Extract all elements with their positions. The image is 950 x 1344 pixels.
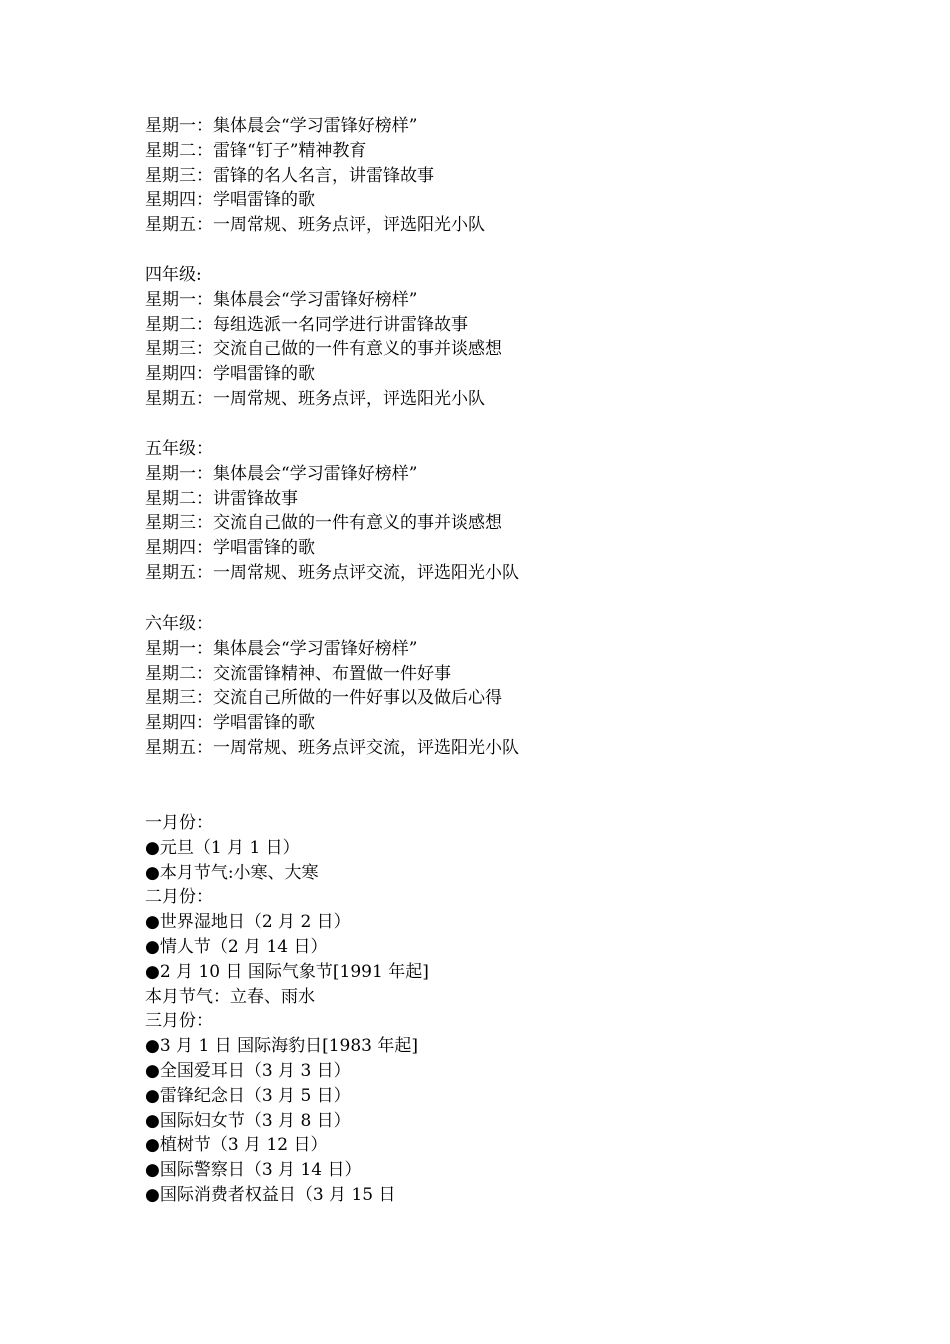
calendar-item: ●2 月 10 日 国际气象节[1991 年起] [145, 961, 429, 982]
calendar-item: ●国际警察日（3 月 14 日） [145, 1160, 362, 1181]
schedule-line-thursday: 星期四：学唱雷锋的歌 [145, 713, 315, 734]
calendar-item: ●植树节（3 月 12 日） [145, 1135, 328, 1156]
calendar-item: ●元旦（1 月 1 日） [145, 837, 300, 858]
calendar-item: ●雷锋纪念日（3 月 5 日） [145, 1085, 351, 1106]
schedule-line-friday: 星期五：一周常规、班务点评交流，评选阳光小队 [145, 737, 519, 758]
schedule-line-wednesday: 星期三：交流自己所做的一件好事以及做后心得 [145, 688, 502, 709]
grade-heading: 四年级: [145, 265, 202, 285]
month-heading-february: 二月份： [145, 887, 213, 908]
grade5-schedule [145, 437, 905, 586]
schedule-line-thursday: 星期四：学唱雷锋的歌 [145, 538, 315, 559]
schedule-line-wednesday: 星期三：交流自己做的一件有意义的事并谈感想 [145, 513, 502, 534]
grade4-schedule [145, 263, 905, 412]
schedule-line-friday: 星期五：一周常规、班务点评交流，评选阳光小队 [145, 562, 519, 583]
schedule-line-thursday: 星期四：学唱雷锋的歌 [145, 364, 315, 385]
schedule-line-thursday: 星期四：学唱雷锋的歌 [145, 190, 315, 211]
calendar-item: ●本月节气:小寒、大寒 [145, 862, 319, 883]
grade3-schedule [145, 114, 905, 238]
schedule-line-tuesday: 星期二：交流雷锋精神、布置做一件好事 [145, 663, 451, 684]
month-heading-january: 一月份： [145, 813, 213, 833]
calendar-item: ●国际妇女节（3 月 8 日） [145, 1110, 351, 1131]
schedule-line-wednesday: 星期三：雷锋的名人名言，讲雷锋故事 [145, 165, 434, 186]
calendar-item: ●世界湿地日（2 月 2 日） [145, 912, 351, 933]
schedule-line-wednesday: 星期三：交流自己做的一件有意义的事并谈感想 [145, 339, 502, 360]
calendar-item: ●全国爱耳日（3 月 3 日） [145, 1060, 351, 1081]
schedule-line-tuesday: 星期二：每组选派一名同学进行讲雷锋故事 [145, 314, 468, 335]
grade-heading: 五年级： [145, 439, 213, 459]
grade6-schedule [145, 612, 905, 761]
calendar-item: 本月节气：立春、雨水 [145, 986, 315, 1007]
calendar-item: ●国际消费者权益日（3 月 15 日 [145, 1184, 396, 1205]
calendar-item: ●3 月 1 日 国际海豹日[1983 年起] [145, 1036, 419, 1057]
schedule-line-tuesday: 星期二：讲雷锋故事 [145, 488, 298, 509]
schedule-line-tuesday: 星期二：雷锋“钉子”精神教育 [145, 140, 367, 161]
festival-calendar [145, 811, 905, 1208]
month-heading-march: 三月份： [145, 1011, 213, 1032]
schedule-line-monday: 星期一：集体晨会“学习雷锋好榜样” [145, 463, 418, 484]
schedule-line-friday: 星期五：一周常规、班务点评，评选阳光小队 [145, 388, 485, 409]
schedule-line-monday: 星期一：集体晨会“学习雷锋好榜样” [145, 116, 418, 136]
schedule-line-friday: 星期五：一周常规、班务点评，评选阳光小队 [145, 215, 485, 236]
schedule-line-monday: 星期一：集体晨会“学习雷锋好榜样” [145, 638, 418, 659]
schedule-line-monday: 星期一：集体晨会“学习雷锋好榜样” [145, 289, 418, 310]
grade-heading: 六年级： [145, 614, 213, 634]
calendar-item: ●情人节（2 月 14 日） [145, 936, 328, 957]
